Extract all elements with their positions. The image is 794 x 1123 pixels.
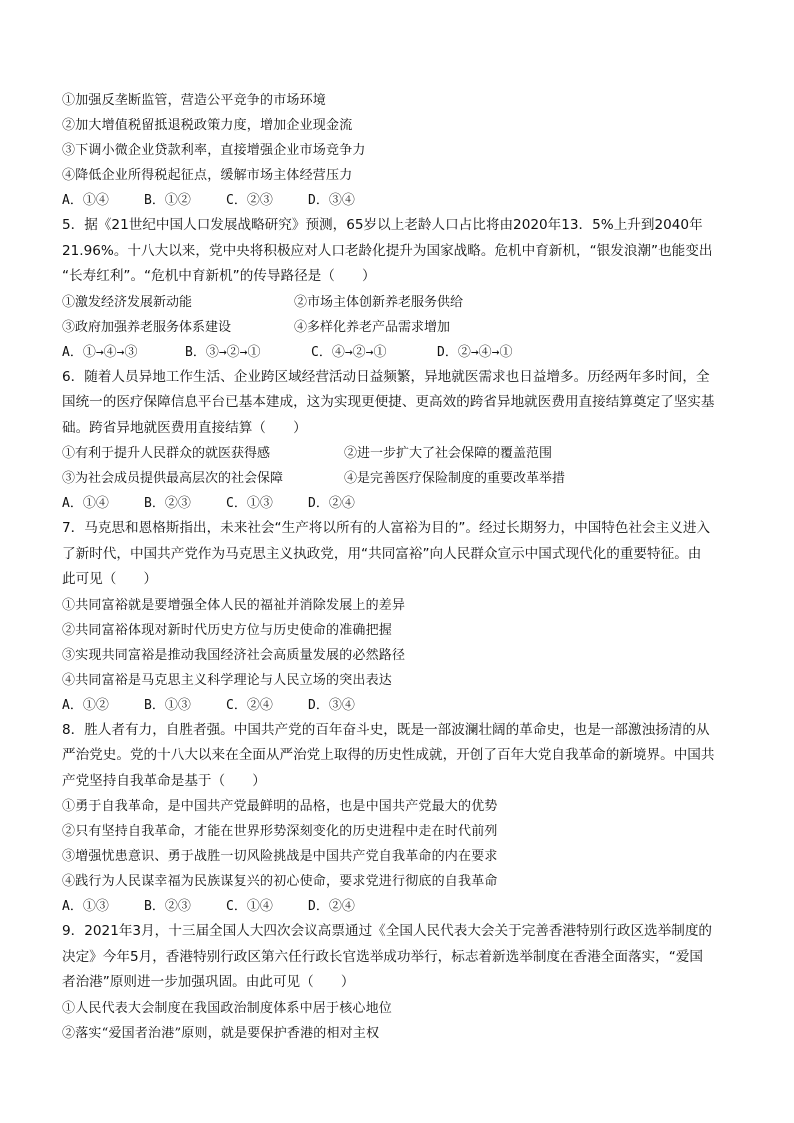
q5-stem-line: 5．据《21世纪中国人口发展战略研究》预测，65岁以上老龄人口占比将由2020年13．5%上升到2040年 (62, 217, 703, 233)
q4-option-2: ②加大增值税留抵退税政策力度，增加企业现金流 (62, 118, 353, 133)
q6-stem-line: 6．随着人员异地工作生活、企业跨区域经营活动日益频繁，异地就医需求也日益增多。历经两年多时间，全 (62, 368, 710, 385)
q4-answer-b[interactable]: B．①② (144, 193, 191, 208)
q8-answer-choices (62, 894, 740, 919)
q5-answer-choices (62, 340, 740, 365)
q6-option-2: ②进一步扩大了社会保障的覆盖范围 (344, 446, 553, 461)
q5-stem-line: “长寿红利”。“危机中育新机”的传导路径是（ ） (62, 268, 376, 284)
exam-content (62, 88, 740, 1046)
q7-option-4: ④共同富裕是马克思主义科学理论与人民立场的突出表达 (62, 672, 393, 688)
q6-stem (62, 365, 740, 442)
q7-stem (62, 516, 740, 593)
q4-answer-c[interactable]: C．②③ (226, 193, 273, 208)
q5-answer-c[interactable]: C．④→②→① (311, 344, 387, 360)
q5-answer-b[interactable]: B．③→②→① (185, 344, 261, 360)
q5-options-row-2 (62, 315, 740, 340)
q7-stem-line: 此可见（ ） (62, 571, 158, 587)
q7-answer-d[interactable]: D．③④ (308, 697, 355, 713)
q4-answer-d[interactable]: D．③④ (308, 193, 355, 208)
q4-answer-a[interactable]: A．①④ (62, 193, 109, 208)
q9-stem-line: 9．2021年3月，十三届全国人大四次会议高票通过《全国人民代表大会关于完善香港特别行政区选举制度的 (62, 923, 713, 939)
q7-option-1: ①共同富裕就是要增强全体人民的福祉并消除发展上的差异 (62, 597, 406, 613)
q7-answer-a[interactable]: A．①② (62, 697, 109, 713)
q6-options-row-1 (62, 441, 740, 466)
q7-option-3: ③实现共同富裕是推动我国经济社会高质量发展的必然路径 (62, 647, 406, 663)
q6-stem-line: 础。跨省异地就医费用直接结算（ ） (62, 419, 307, 436)
q6-option-1: ①有利于提升人民群众的就医获得感 (62, 446, 271, 461)
q6-answer-a[interactable]: A．①④ (62, 496, 109, 511)
q8-stem (62, 718, 740, 795)
q4-option-3: ③下调小微企业贷款利率，直接增强企业市场竞争力 (62, 143, 366, 158)
q6-answer-choices (62, 491, 740, 516)
q6-answer-d[interactable]: D．②④ (308, 496, 355, 511)
q9-option-2: ②落实“爱国者治港”原则，就是要保护香港的相对主权 (62, 1025, 380, 1041)
q4-option-1: ①加强反垄断监管，营造公平竞争的市场环境 (62, 93, 327, 108)
q5-stem (62, 213, 740, 290)
q6-stem-line: 国统一的医疗保障信息平台已基本建成，这为实现更便捷、更高效的跨省异地就医费用直接结算奠定了坚实基 (62, 394, 715, 410)
q9-stem-line: 决定》今年5月，香港特别行政区第六任行政长官选举成功举行，标志着新选举制度在香港全面落实，“爱国 (62, 948, 704, 965)
q8-option-1: ①勇于自我革命，是中国共产党最鲜明的品格，也是中国共产党最大的优势 (62, 799, 498, 814)
q9-stem (62, 919, 740, 996)
q6-answer-b[interactable]: B．②③ (144, 496, 191, 511)
q5-option-2: ②市场主体创新养老服务供给 (294, 294, 464, 310)
q8-option-3: ③增强忧患意识、勇于战胜一切风险挑战是中国共产党自我革命的内在要求 (62, 849, 498, 864)
q8-answer-a[interactable]: A．①③ (62, 899, 109, 914)
q5-option-4: ④多样化养老产品需求增加 (294, 319, 451, 335)
q8-answer-c[interactable]: C．①④ (226, 899, 273, 914)
q8-stem-line: 产党坚持自我革命是基于（ ） (62, 772, 266, 789)
q5-answer-a[interactable]: A．①→④→③ (62, 344, 138, 360)
q8-option-4: ④践行为人民谋幸福为民族谋复兴的初心使命，要求党进行彻底的自我革命 (62, 874, 498, 889)
q6-options-row-2 (62, 466, 740, 491)
q5-options-row-1 (62, 290, 740, 315)
q9-option-1: ①人民代表大会制度在我国政治制度体系中居于核心地位 (62, 1000, 393, 1016)
q7-answer-b[interactable]: B．①③ (144, 697, 191, 713)
q7-option-2: ②共同富裕体现对新时代历史方位与历史使命的准确把握 (62, 622, 393, 638)
q9-stem-line: 者治港”原则进一步加强巩固。由此可见（ ） (62, 974, 355, 990)
q8-option-2: ②只有坚持自我革命，才能在世界形势深刻变化的历史进程中走在时代前列 (62, 824, 498, 839)
q4-answer-choices (62, 188, 740, 213)
q7-stem-line: 了新时代，中国共产党作为马克思主义执政党，用“共同富裕”向人民群众宣示中国式现代化的重要特征。由 (62, 545, 702, 562)
q6-option-3: ③为社会成员提供最高层次的社会保障 (62, 471, 284, 486)
q5-stem-line: 21.96%。十八大以来，党中央将积极应对人口老龄化提升为国家战略。危机中育新机，“银发浪潮”也能变出 (62, 242, 713, 259)
q8-stem-line: 8．胜人者有力，自胜者强。中国共产党的百年奋斗史，既是一部波澜壮阔的革命史，也是一部激浊扬清的从 (62, 721, 710, 738)
q5-option-3: ③政府加强养老服务体系建设 (62, 319, 232, 335)
q7-answer-c[interactable]: C．②④ (226, 697, 273, 713)
q5-option-1: ①激发经济发展新动能 (62, 294, 193, 310)
q8-answer-b[interactable]: B．②③ (144, 899, 191, 914)
q8-answer-d[interactable]: D．②④ (308, 899, 355, 914)
q7-answer-choices (62, 693, 740, 718)
q8-stem-line: 严治党史。党的十八大以来在全面从严治党上取得的历史性成就，开创了百年大党自我革命的新境界。中国共 (62, 747, 715, 763)
q7-stem-line: 7．马克思和恩格斯指出，未来社会“生产将以所有的人富裕为目的”。经过长期努力，中国特色社会主义进入 (62, 520, 711, 536)
q6-answer-c[interactable]: C．①③ (226, 496, 273, 511)
q5-answer-d[interactable]: D．②→④→① (437, 344, 513, 360)
q4-option-4: ④降低企业所得税起征点，缓解市场主体经营压力 (62, 168, 353, 183)
q6-option-4: ④是完善医疗保险制度的重要改革举措 (344, 471, 566, 486)
